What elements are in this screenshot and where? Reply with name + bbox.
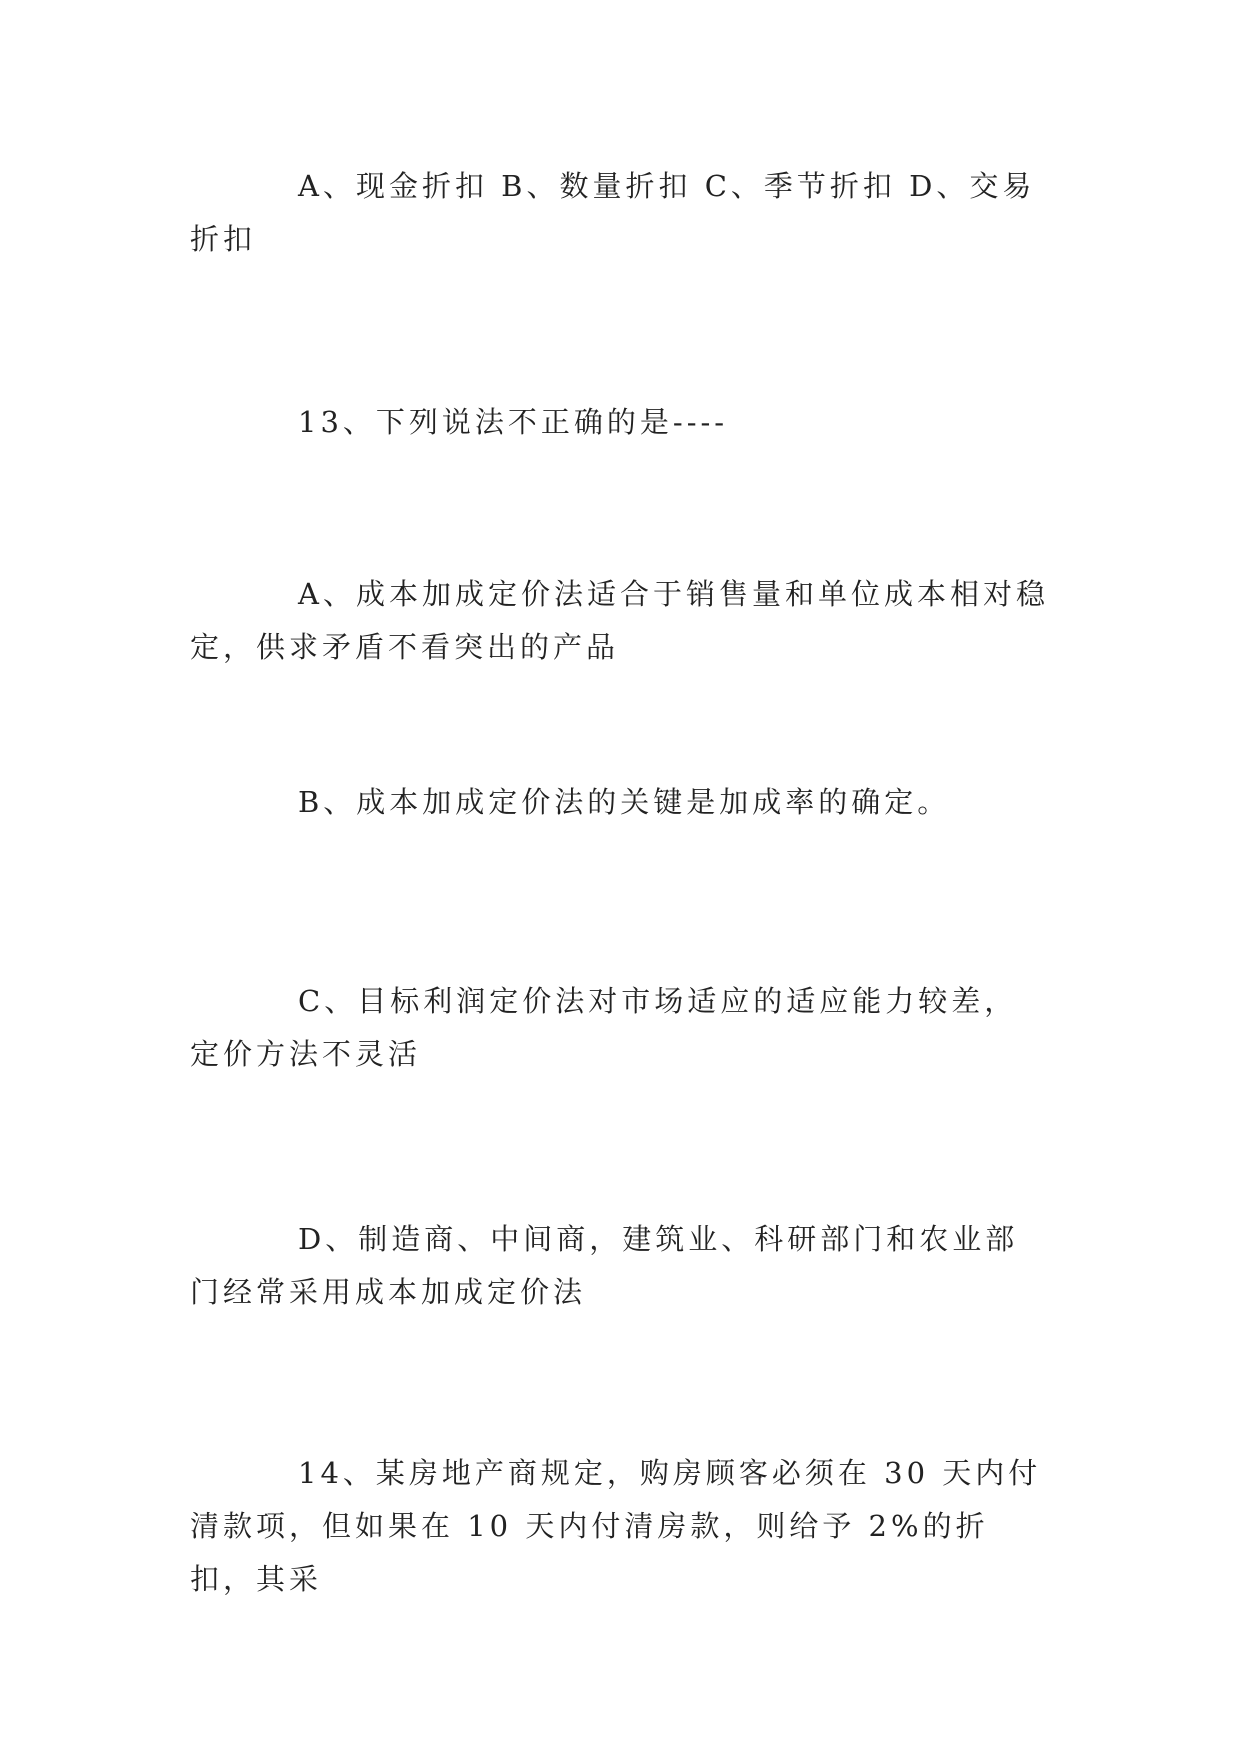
- option-13-c: C、目标利润定价法对市场适应的适应能力较差，定价方法不灵活: [190, 984, 1018, 1071]
- option-13-d: D、制造商、中间商，建筑业、科研部门和农业部门经常采用成本加成定价法: [190, 1222, 1019, 1309]
- option-13-a: A、成本加成定价法适合于销售量和单位成本相对稳定，供求矛盾不看突出的产品: [190, 577, 1049, 664]
- question-14: 14、某房地产商规定，购房顾客必须在 30 天内付清款项，但如果在 10 天内付清房款，则给予 2%的折扣，其采: [190, 1456, 1042, 1596]
- question-13: 13、下列说法不正确的是----: [298, 405, 729, 439]
- options-q12: A、现金折扣 B、数量折扣 C、季节折扣 D、交易折扣: [190, 169, 1036, 256]
- option-13-b: B、成本加成定价法的关键是加成率的确定。: [298, 785, 951, 819]
